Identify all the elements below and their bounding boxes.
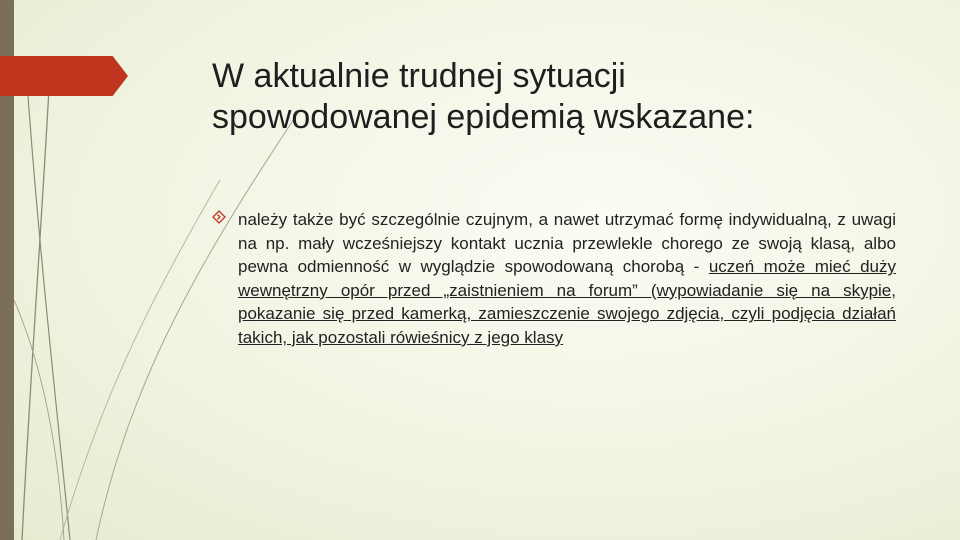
bullet-list [212,208,896,350]
title-line-1: W aktualnie trudnej sytuacji [212,57,626,95]
decor-curve-4 [60,180,220,540]
decor-curve-5 [14,300,64,540]
bullet-text [238,208,896,350]
diamond-arrow-bullet-icon [212,210,226,224]
bullet-text-underlined: uczeń może mieć duży wewnętrzny opór przed „zaistnieniem na forum” (wypowiadanie się na skypie, pokazanie się przed kamerką, zamieszczenie swojego zdjęcia, czyli podjęcia działań takich, jak pozostali rówieśnicy z jego klasy [238,257,896,347]
title-accent-arrow [0,56,128,96]
bullet-text-plain: należy także być szczególnie czujnym, a nawet utrzymać formę indywidualną, z uwagi na np. mały wcześniejszy kontakt ucznia przewlekle chorego ze swoją klasą, albo pewna odmienność w wyglądzie spowodowaną chorobą - [238,210,896,277]
decor-curve-2 [28,96,70,540]
slide-title [212,56,892,139]
title-line-2: spowodowanej epidemią wskazane: [212,98,755,137]
decor-curve-1 [22,70,50,540]
